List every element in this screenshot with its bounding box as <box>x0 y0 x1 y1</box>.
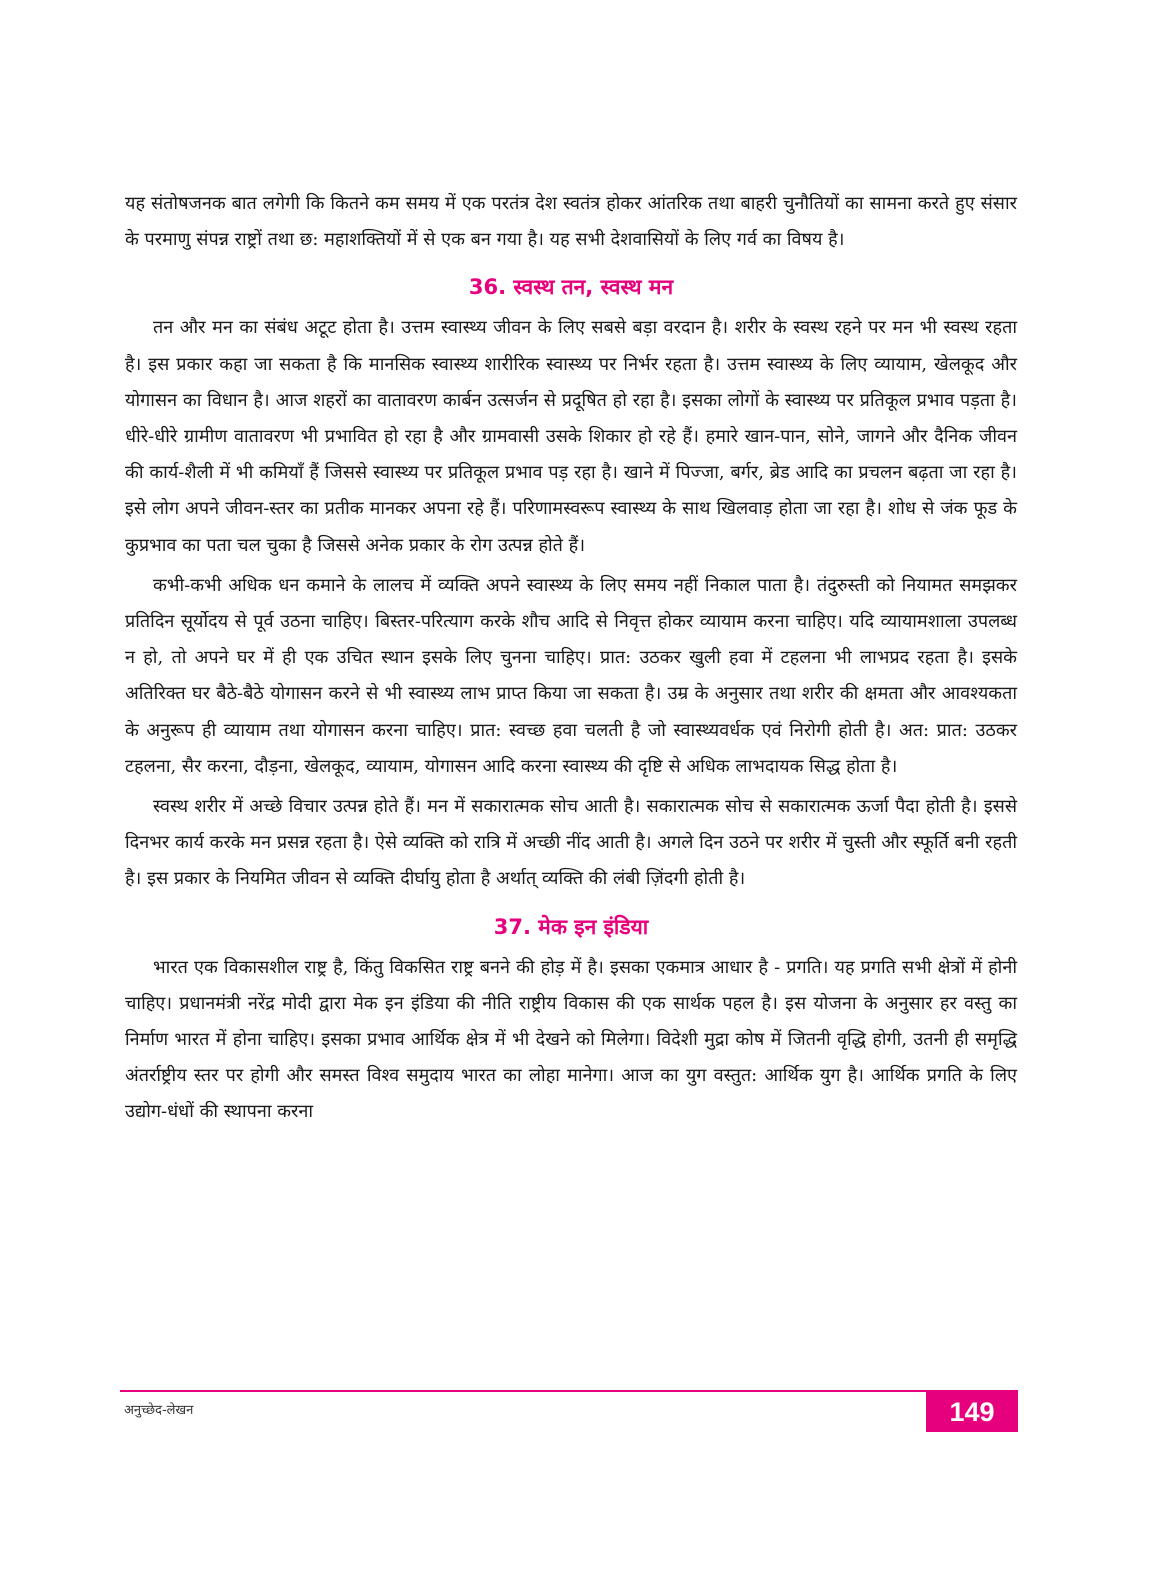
page-number-badge <box>926 1392 1018 1432</box>
section-36-paragraph-1: तन और मन का संबंध अटूट होता है। उत्तम स्वास्थ्य जीवन के लिए सबसे बड़ा वरदान है। शरीर के स्वस्थ रहने पर मन भी स्वस्थ रहता है। इस प्रकार कहा जा सकता है कि मानसिक स्वास्थ्य शारीरिक स्वास्थ्य पर निर्भर रहता है। उत्तम स्वास्थ्य के लिए व्यायाम, खेलकूद और योगासन का विधान है। आज शहरों का वातावरण कार्बन उत्सर्जन से प्रदूषित हो रहा है। इसका लोगों के स्वास्थ्य पर प्रतिकूल प्रभाव पड़ता है। धीरे-धीरे ग्रामीण वातावरण भी प्रभावित हो रहा है और ग्रामवासी उसके शिकार हो रहे हैं। हमारे खान-पान, सोने, जागने और दैनिक जीवन की कार्य-शैली में भी कमियाँ हैं जिससे स्वास्थ्य पर प्रतिकूल प्रभाव पड़ रहा है। खाने में पिज्जा, बर्गर, ब्रेड आदि का प्रचलन बढ़ता जा रहा है। इसे लोग अपने जीवन-स्तर का प्रतीक मानकर अपना रहे हैं। परिणामस्वरूप स्वास्थ्य के साथ खिलवाड़ होता जा रहा है। शोध से जंक फूड के कुप्रभाव का पता चल चुका है जिससे अनेक प्रकार के रोग उत्पन्न होते हैं। <box>125 317 1017 556</box>
footer-rule <box>120 1390 1018 1392</box>
section-37-paragraph-1: भारत एक विकासशील राष्ट्र है, किंतु विकसित राष्ट्र बनने की होड़ में है। इसका एकमात्र आधार है - प्रगति। यह प्रगति सभी क्षेत्रों में होनी चाहिए। प्रधानमंत्री नरेंद्र मोदी द्वारा मेक इन इंडिया की नीति राष्ट्रीय विकास की एक सार्थक पहल है। इस योजना के अनुसार हर वस्तु का निर्माण भारत में होना चाहिए। इसका प्रभाव आर्थिक क्षेत्र में भी देखने को मिलेगा। विदेशी मुद्रा कोष में जितनी वृद्धि होगी, उतनी ही समृद्धि अंतर्राष्ट्रीय स्तर पर होगी और समस्त विश्व समुदाय भारत का लोहा मानेगा। आज का युग वस्तुत: आर्थिक युग है। आर्थिक प्रगति के लिए उद्योग-धंधों की स्थापना करना <box>125 956 1017 1123</box>
section-36-paragraph-3: स्वस्थ शरीर में अच्छे विचार उत्पन्न होते हैं। मन में सकारात्मक सोच आती है। सकारात्मक सोच से सकारात्मक ऊर्जा पैदा होती है। इससे दिनभर कार्य करके मन प्रसन्न रहता है। ऐसे व्यक्ति को रात्रि में अच्छी नींद आती है। अगले दिन उठने पर शरीर में चुस्ती और स्फूर्ति बनी रहती है। इस प्रकार के नियमित जीवन से व्यक्ति दीर्घायु होता है अर्थात् व्यक्ति की लंबी ज़िंदगी होती है। <box>125 796 1017 890</box>
section-36-paragraph-2: कभी-कभी अधिक धन कमाने के लालच में व्यक्ति अपने स्वास्थ्य के लिए समय नहीं निकाल पाता है। तंदुरुस्ती को नियामत समझकर प्रतिदिन सूर्योदय से पूर्व उठना चाहिए। बिस्तर-परित्याग करके शौच आदि से निवृत्त होकर व्यायाम करना चाहिए। यदि व्यायामशाला उपलब्ध न हो, तो अपने घर में ही एक उचित स्थान इसके लिए चुनना चाहिए। प्रात: उठकर खुली हवा में टहलना भी लाभप्रद रहता है। इसके अतिरिक्त घर बैठे-बैठे योगासन करने से भी स्वास्थ्य लाभ प्राप्त किया जा सकता है। उम्र के अनुसार तथा शरीर की क्षमता और आवश्यकता के अनुरूप ही व्यायाम तथा योगासन करना चाहिए। प्रात: स्वच्छ हवा चलती है जो स्वास्थ्यवर्धक एवं निरोगी होती है। अत: प्रात: उठकर टहलना, सैर करना, दौड़ना, खेलकूद, व्यायाम, योगासन आदि करना स्वास्थ्य की दृष्टि से अधिक लाभदायक सिद्ध होता है। <box>125 574 1017 777</box>
page-footer <box>120 1390 1018 1434</box>
footer-chapter-label: अनुच्छेद-लेखन <box>124 1403 194 1418</box>
page-content <box>125 186 1017 1131</box>
section-36-heading: 36. स्वस्थ तन, स्वस्थ मन <box>468 275 674 300</box>
page-number: 149 <box>949 1396 995 1427</box>
section-37-heading: 37. मेक इन इंडिया <box>493 914 649 939</box>
intro-paragraph: यह संतोषजनक बात लगेगी कि कितने कम समय में एक परतंत्र देश स्वतंत्र होकर आंतरिक तथा बाहरी चुनौतियों का सामना करते हुए संसार के परमाणु संपन्न राष्ट्रों तथा छ: महाशक्तियों में से एक बन गया है। यह सभी देशवासियों के लिए गर्व का विषय है। <box>125 193 1017 251</box>
